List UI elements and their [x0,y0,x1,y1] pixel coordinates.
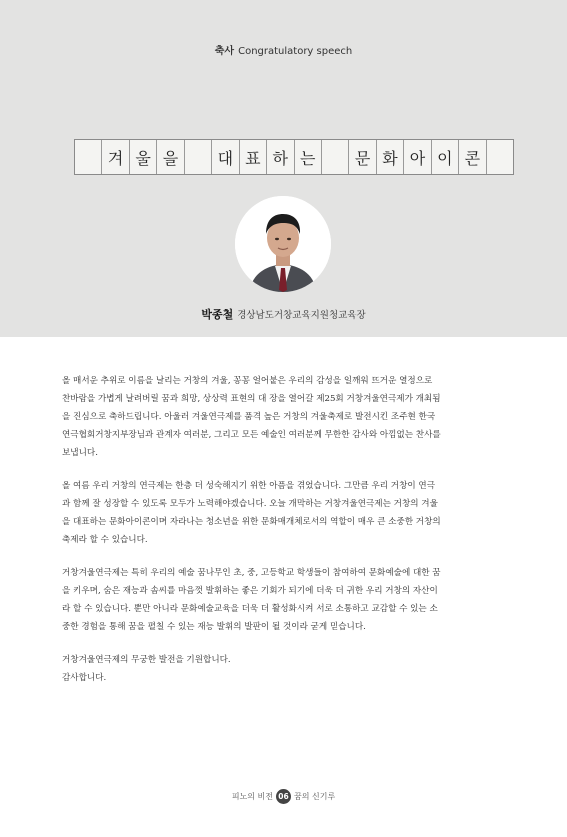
author-portrait [235,196,331,292]
speech-line: 찬바람을 가볍게 날려버릴 꿈과 희망, 상상력 표현의 대 장을 열어갈 제25회 거창겨울연극제가 개최됨 [62,394,441,404]
footer-left-text: 피노의 비전 [231,792,273,801]
speech-line: 보냅니다. [62,448,98,458]
title-cell: 콘 [459,140,486,174]
title-cell: 이 [432,140,459,174]
speech-line: 중한 경험을 통해 꿈을 펼칠 수 있는 재능 발휘의 발판이 될 것이라 굳게 믿습니다. [62,622,366,632]
title-cell: 을 [157,140,184,174]
speech-line: 축제라 할 수 있습니다. [62,535,148,545]
speech-paragraph [62,372,518,462]
title-cell: 문 [349,140,376,174]
title-cell: 대 [212,140,239,174]
title-cell: 아 [404,140,431,174]
title-cell: 하 [267,140,294,174]
speech-body [62,372,518,702]
speech-paragraph [62,564,518,636]
page-number: 06 [276,789,291,804]
speech-line: 올 매서운 추위로 이름을 날리는 거창의 겨울, 꽁꽁 얼어붙은 우리의 감성을 일깨워 뜨거운 열정으로 [62,376,433,386]
speech-line: 거창겨울연극제는 특히 우리의 예술 꿈나무인 초, 중, 고등학교 학생들이 참여하여 문화예술에 대한 꿈 [62,568,441,578]
speech-line: 과 함께 잘 성장할 수 있도록 모두가 노력해야겠습니다. 오늘 개막하는 거창겨울연극제는 거창의 겨울 [62,499,438,509]
title-cell: 는 [295,140,322,174]
title-cell: 울 [130,140,157,174]
title-box [74,139,514,175]
section-label-korean: 축사 [214,46,235,57]
title-cell: 표 [240,140,267,174]
title-cell: 겨 [102,140,129,174]
speech-line: 을 키우며, 숨은 재능과 솜씨를 마음껏 발휘하는 좋은 기회가 되기에 더욱 더 귀한 우리 거창의 자산이 [62,586,438,596]
author-name: 박종철 [201,308,234,321]
page-footer [0,789,567,804]
title-cell [185,140,212,174]
section-label-english: Congratulatory speech [238,46,353,57]
speech-line: 감사합니다. [62,673,107,683]
speech-line: 을 대표하는 문화아이콘이며 자라나는 청소년을 위한 문화매개체로서의 역할이 매우 큰 소중한 거창의 [62,517,441,527]
title-cell [322,140,349,174]
speech-paragraph [62,477,518,549]
speech-line: 연극협회거창지부장님과 관계자 여러분, 그리고 모든 예술인 여러분께 무한한 감사와 아낌없는 찬사를 [62,430,441,440]
speech-line: 라 할 수 있습니다. 뿐만 아니라 문화예술교육을 더욱 더 활성화시켜 서로 소통하고 교감할 수 있는 소 [62,604,438,614]
footer-right-text: 꿈의 신기루 [294,792,336,801]
section-label [0,42,567,57]
author-byline [0,306,567,322]
speech-paragraph [62,651,518,687]
speech-line: 거창겨울연극제의 무궁한 발전을 기원합니다. [62,655,231,665]
author-title: 경상남도거창교육지원청교육장 [237,310,366,321]
portrait-image [235,196,331,292]
title-cell [75,140,102,174]
title-cell [487,140,513,174]
speech-line: 올 여름 우리 거창의 연극제는 한층 더 성숙해지기 위한 아픔을 겪었습니다. 그만큼 우리 거창이 연극 [62,481,436,491]
title-cell: 화 [377,140,404,174]
speech-line: 을 진심으로 축하드립니다. 아울러 겨울연극제를 품격 높은 거창의 겨울축제로 발전시킨 조주현 한국 [62,412,436,422]
